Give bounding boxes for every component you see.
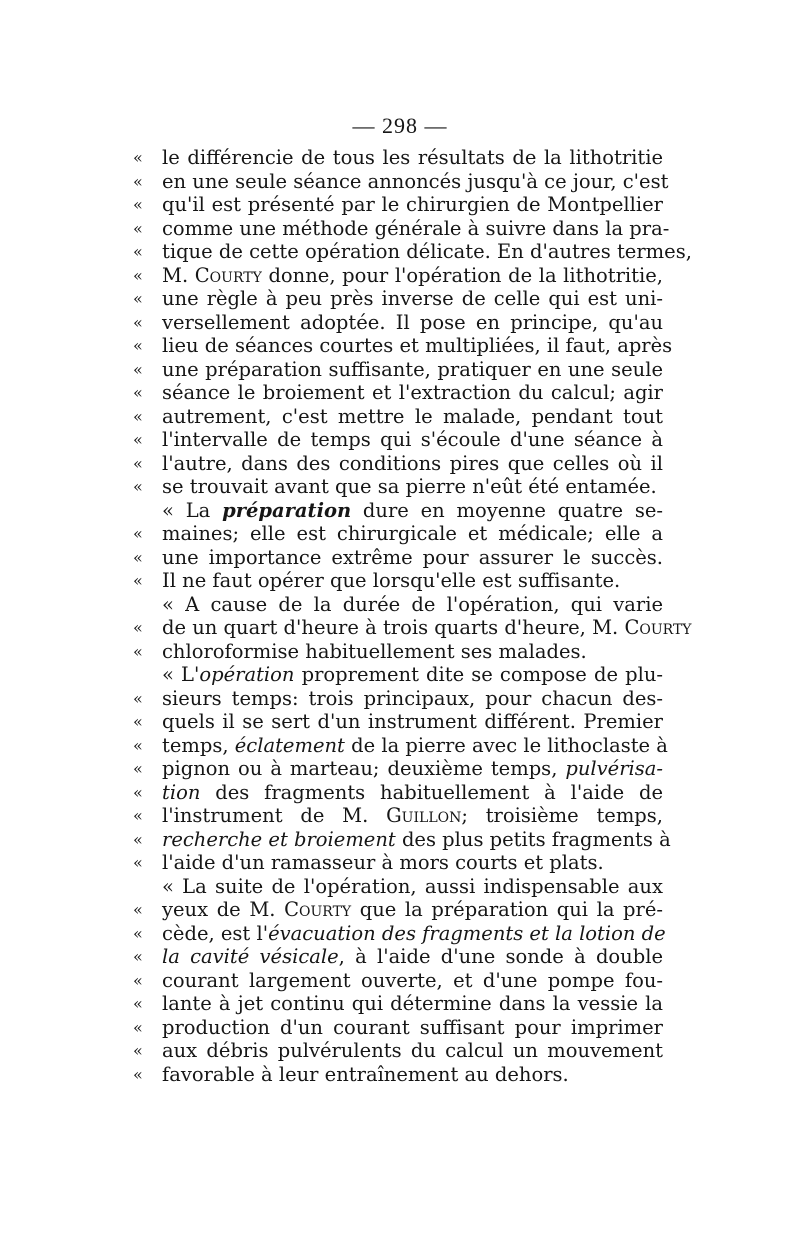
text-line <box>133 381 663 405</box>
quote-mark: « <box>133 265 143 285</box>
line-text: sieurs temps: trois principaux, pour chacun des- <box>162 686 663 710</box>
line-text: le différencie de tous les résultats de la lithotritie <box>162 146 663 169</box>
line-text: l'autre, dans des conditions pires que celles où il <box>162 451 663 475</box>
quote-mark: « <box>133 947 143 966</box>
text-line <box>133 169 669 194</box>
quote-mark: « <box>133 359 143 379</box>
body-text <box>133 146 692 1086</box>
quote-mark: « <box>133 289 143 308</box>
quote-mark: « <box>133 829 143 849</box>
quote-mark: « <box>133 547 143 567</box>
quote-mark: « <box>133 477 143 496</box>
line-text: pignon ou à marteau; deuxième temps, pulvérisa- <box>162 757 663 780</box>
text-line <box>133 334 673 358</box>
text-line <box>133 546 663 570</box>
page-number: — 298 — <box>352 113 448 138</box>
quote-mark: « <box>133 336 143 355</box>
text-line <box>133 428 663 452</box>
quote-mark: « <box>133 782 143 802</box>
line-text: la cavité vésicale, à l'aide d'une sonde à double <box>162 945 663 968</box>
text-line <box>133 663 663 687</box>
quote-mark: « <box>133 853 143 872</box>
line-text: yeux de M. Courty que la préparation qui la pré- <box>162 898 663 921</box>
quote-mark: « <box>133 571 143 590</box>
quote-mark: « <box>133 430 143 449</box>
text-line <box>133 193 663 217</box>
text-line <box>133 733 668 758</box>
line-text: courant largement ouverte, et d'une pompe fou- <box>162 968 663 992</box>
quote-mark: « <box>133 242 143 261</box>
quote-mark: « <box>133 218 143 238</box>
text-line <box>133 452 663 476</box>
quote-mark: « <box>133 806 143 825</box>
line-text: « La préparation dure en moyenne quatre se- <box>162 498 663 522</box>
text-line <box>133 945 663 969</box>
line-text: se trouvait avant que sa pierre n'eût été entamée. <box>162 475 657 498</box>
line-text: « L'opération proprement dite se compose de plu- <box>162 663 663 686</box>
line-text: M. Courty donne, pour l'opération de la lithotritie, <box>162 263 663 287</box>
text-line <box>133 616 692 640</box>
quote-mark: « <box>133 759 143 778</box>
text-line <box>133 240 692 264</box>
text-line <box>133 475 663 499</box>
line-text: une importance extrême pour assurer le succès. <box>162 545 663 569</box>
text-line <box>133 898 663 922</box>
line-text: qu'il est présenté par le chirurgien de Montpellier <box>162 193 663 216</box>
line-text: en une seule séance annoncés jusqu'à ce jour, c'est <box>162 169 669 193</box>
quote-mark: « <box>133 1064 143 1084</box>
line-text: comme une méthode générale à suivre dans la pra- <box>162 216 670 240</box>
line-text: lieu de séances courtes et multipliées, il faut, après <box>162 334 673 357</box>
quote-mark: « <box>133 453 143 473</box>
line-text: une préparation suffisante, pratiquer en une seule <box>162 357 663 381</box>
quote-mark: « <box>133 735 143 755</box>
line-text: cède, est l'évacuation des fragments et la lotion de <box>162 921 666 945</box>
line-text: une règle à peu près inverse de celle qui est uni- <box>162 287 663 310</box>
quote-mark: « <box>133 994 143 1013</box>
line-text: tique de cette opération délicate. En d'autres termes, <box>162 240 692 263</box>
text-line <box>133 146 663 170</box>
text-line <box>133 499 663 523</box>
quote-mark: « <box>133 312 143 332</box>
line-text: Il ne faut opérer que lorsqu'elle est suffisante. <box>162 569 621 592</box>
quote-mark: « <box>133 148 143 167</box>
line-text: tion des fragments habituellement à l'aide de <box>162 780 663 804</box>
line-text: autrement, c'est mettre le malade, pendant tout <box>162 404 663 428</box>
line-text: séance le broiement et l'extraction du calcul; agir <box>162 381 663 404</box>
line-text: recherche et broiement des plus petits fragments à <box>162 827 671 851</box>
text-line <box>133 216 670 241</box>
text-line <box>133 875 663 899</box>
quote-mark: « <box>133 1017 143 1037</box>
text-line <box>133 827 671 852</box>
line-text: de un quart d'heure à trois quarts d'heure, M. Courty <box>162 616 692 639</box>
quote-mark: « <box>133 970 143 990</box>
text-line <box>133 640 663 664</box>
text-line <box>133 969 663 993</box>
text-line <box>133 1039 663 1063</box>
line-text: l'instrument de M. Guillon; troisième temps, <box>162 804 663 827</box>
text-line <box>133 358 663 382</box>
line-text: l'aide d'un ramasseur à mors courts et plats. <box>162 851 604 874</box>
quote-mark: « <box>133 641 143 661</box>
quote-mark: « <box>133 688 143 708</box>
line-text: quels il se sert d'un instrument différent. Premier <box>162 710 663 733</box>
line-text: versellement adoptée. Il pose en principe, qu'au <box>162 310 663 334</box>
quote-mark: « <box>133 524 143 543</box>
text-line <box>133 287 663 311</box>
text-line <box>133 593 663 617</box>
text-line <box>133 757 663 781</box>
line-text: « A cause de la durée de l'opération, qui varie <box>162 592 663 616</box>
text-line <box>133 687 663 711</box>
line-text: « La suite de l'opération, aussi indispensable aux <box>162 874 663 898</box>
line-text: production d'un courant suffisant pour imprimer <box>162 1015 663 1039</box>
text-line <box>133 405 663 429</box>
quote-mark: « <box>133 383 143 402</box>
line-text: l'intervalle de temps qui s'écoule d'une séance à <box>162 428 663 451</box>
quote-mark: « <box>133 171 143 191</box>
line-text: aux débris pulvérulents du calcul un mouvement <box>162 1039 663 1062</box>
text-line <box>133 921 666 946</box>
quote-mark: « <box>133 406 143 426</box>
text-line <box>133 569 663 593</box>
line-text: lante à jet continu qui détermine dans la vessie la <box>162 992 663 1015</box>
text-line <box>133 311 663 335</box>
quote-mark: « <box>133 923 143 943</box>
quote-mark: « <box>133 712 143 731</box>
quote-mark: « <box>133 618 143 637</box>
line-text: maines; elle est chirurgicale et médicale; elle a <box>162 522 663 545</box>
text-line <box>133 804 663 828</box>
text-line <box>133 851 663 875</box>
text-line <box>133 1016 663 1040</box>
line-text: temps, éclatement de la pierre avec le lithoclaste à <box>162 733 668 757</box>
text-line <box>133 264 663 288</box>
line-text: favorable à leur entraînement au dehors. <box>162 1062 569 1086</box>
text-line <box>133 992 663 1016</box>
quote-mark: « <box>133 195 143 214</box>
quote-mark: « <box>133 1041 143 1060</box>
line-text: chloroformise habituellement ses malades. <box>162 639 587 663</box>
text-line <box>133 1063 663 1087</box>
quote-mark: « <box>133 900 143 919</box>
text-line <box>133 781 663 805</box>
text-line <box>133 522 663 546</box>
text-line <box>133 710 663 734</box>
